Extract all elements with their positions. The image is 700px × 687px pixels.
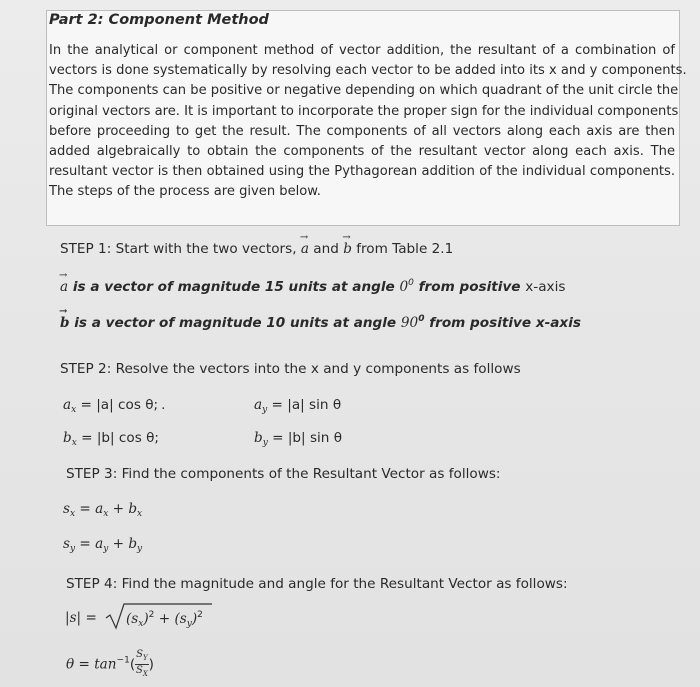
step4-heading: [66, 576, 568, 592]
magnitude-label: |s| =: [65, 610, 97, 626]
eq-ay: [254, 397, 341, 415]
step1-label: STEP 1: [60, 241, 107, 257]
sy-subscript: y: [69, 544, 76, 554]
fraction-numerator: S: [136, 649, 143, 660]
step4-label: STEP 4: [66, 576, 113, 592]
by-rhs: = |b| sin θ: [267, 430, 343, 446]
fraction-denominator-sub: X: [142, 670, 148, 678]
step3-text: : Find the components of the Resultant Vector as follows:: [112, 466, 501, 482]
eq-sx: [63, 501, 142, 519]
sy-symbol: s: [63, 536, 70, 552]
ax-dot: .: [161, 397, 166, 413]
angle-equation: [66, 649, 154, 680]
step2-text: : Resolve the vectors into the x and y components as follows: [106, 361, 521, 377]
square: 2: [197, 610, 203, 620]
intro-line: added algebraically to obtain the components of the resultant vector along each axis. The: [49, 144, 675, 160]
open-paren: (: [129, 656, 136, 673]
square: 2: [148, 610, 155, 620]
intro-line: resultant vector is then obtained using the Pythagorean addition of the individual components.: [49, 164, 675, 180]
vector-a-axis: x-axis: [525, 279, 566, 295]
step3-heading: [66, 466, 501, 482]
degree-mark: 0: [418, 314, 425, 324]
intro-line: In the analytical or component method of vector addition, the resultant of a combination of: [49, 43, 675, 58]
sy-term-a-sub: y: [103, 544, 109, 554]
intro-line: The components can be positive or negative depending on which quadrant of the unit circle the: [49, 83, 679, 99]
ay-rhs: = |a| sin θ: [267, 397, 342, 413]
sx-term-a: = a: [75, 501, 104, 517]
step4-text: : Find the magnitude and angle for the Resultant Vector as follows:: [112, 576, 568, 592]
step1-tail: from Table 2.1: [351, 241, 454, 257]
ax-subscript: x: [71, 405, 77, 415]
eq-bx: [63, 430, 159, 448]
vector-a-desc-1: is a vector of magnitude 15 units at angle: [68, 279, 400, 295]
eq-by: [254, 430, 342, 448]
intro-line: before proceeding to get the result. The components of all vectors along each axis are then: [49, 123, 675, 139]
by-symbol: b: [254, 430, 263, 446]
sx-term-a-sub: x: [103, 509, 109, 519]
ax-symbol: a: [63, 397, 72, 413]
sx-term-b-sub: x: [137, 509, 143, 519]
sx-term-sub: x: [138, 619, 144, 629]
fraction-numerator-sub: Y: [143, 654, 148, 662]
magnitude-lhs: [65, 610, 97, 626]
ax-rhs: = |a| cos θ;: [76, 397, 159, 413]
sy-term: + (s: [154, 611, 187, 627]
bx-subscript: x: [71, 438, 77, 448]
step1-text: : Start with the two vectors,: [106, 241, 301, 257]
ay-symbol: a: [254, 397, 263, 413]
inverse-mark: −1: [116, 655, 130, 666]
vector-b-desc-2: from positive x-axis: [424, 315, 581, 331]
vector-b-symbol: → b: [60, 315, 70, 331]
vector-a-desc-2: from positive: [413, 279, 526, 295]
sy-term-b-sub: y: [137, 544, 143, 554]
magnitude-radicand: [126, 610, 203, 629]
sx-term: (s: [126, 611, 139, 627]
step3-label: STEP 3: [66, 466, 113, 482]
vector-b-desc-1: is a vector of magnitude 10 units at angle: [69, 315, 401, 331]
sx-symbol: s: [63, 501, 70, 517]
close-paren: ): [191, 611, 198, 627]
vector-a-symbol: → a: [60, 279, 68, 295]
vector-a-description: [60, 278, 565, 295]
vector-b-symbol: → b: [343, 241, 352, 257]
close-paren: ): [143, 611, 149, 627]
vector-a-angle: 0: [399, 279, 409, 295]
vector-b-description: [60, 314, 581, 331]
intro-paragraph: [49, 41, 687, 203]
sy-term-sub: y: [186, 619, 192, 629]
sy-term-a: = a: [75, 536, 104, 552]
part-title: Part 2: Component Method: [49, 12, 269, 28]
eq-ax: [63, 397, 165, 415]
ay-subscript: y: [262, 405, 268, 415]
bx-rhs: = |b| cos θ;: [76, 430, 160, 446]
vector-b-angle: 90: [400, 315, 419, 331]
step1-and: and: [308, 241, 344, 257]
intro-line: vectors is done systematically by resolving each vector to be added into its x and y components.: [49, 63, 687, 79]
sy-term-b: + b: [108, 536, 138, 552]
by-subscript: y: [262, 438, 268, 448]
intro-line: original vectors are. It is important to incorporate the proper sign for the individual components: [49, 103, 679, 119]
bx-symbol: b: [63, 430, 72, 446]
intro-line: The steps of the process are given below.: [49, 184, 321, 200]
angle-fraction: [135, 649, 148, 680]
step1-heading: [60, 241, 453, 257]
sx-subscript: x: [69, 509, 76, 519]
step2-label: STEP 2: [60, 361, 107, 377]
fraction-denominator: S: [135, 665, 143, 676]
sx-term-b: + b: [108, 501, 138, 517]
degree-mark: 0: [408, 278, 414, 288]
theta-lhs: θ = tan: [66, 656, 117, 673]
close-paren: ): [148, 656, 154, 673]
vector-a-symbol: → a: [301, 241, 309, 257]
step2-heading: [60, 361, 521, 377]
eq-sy: [63, 536, 142, 554]
